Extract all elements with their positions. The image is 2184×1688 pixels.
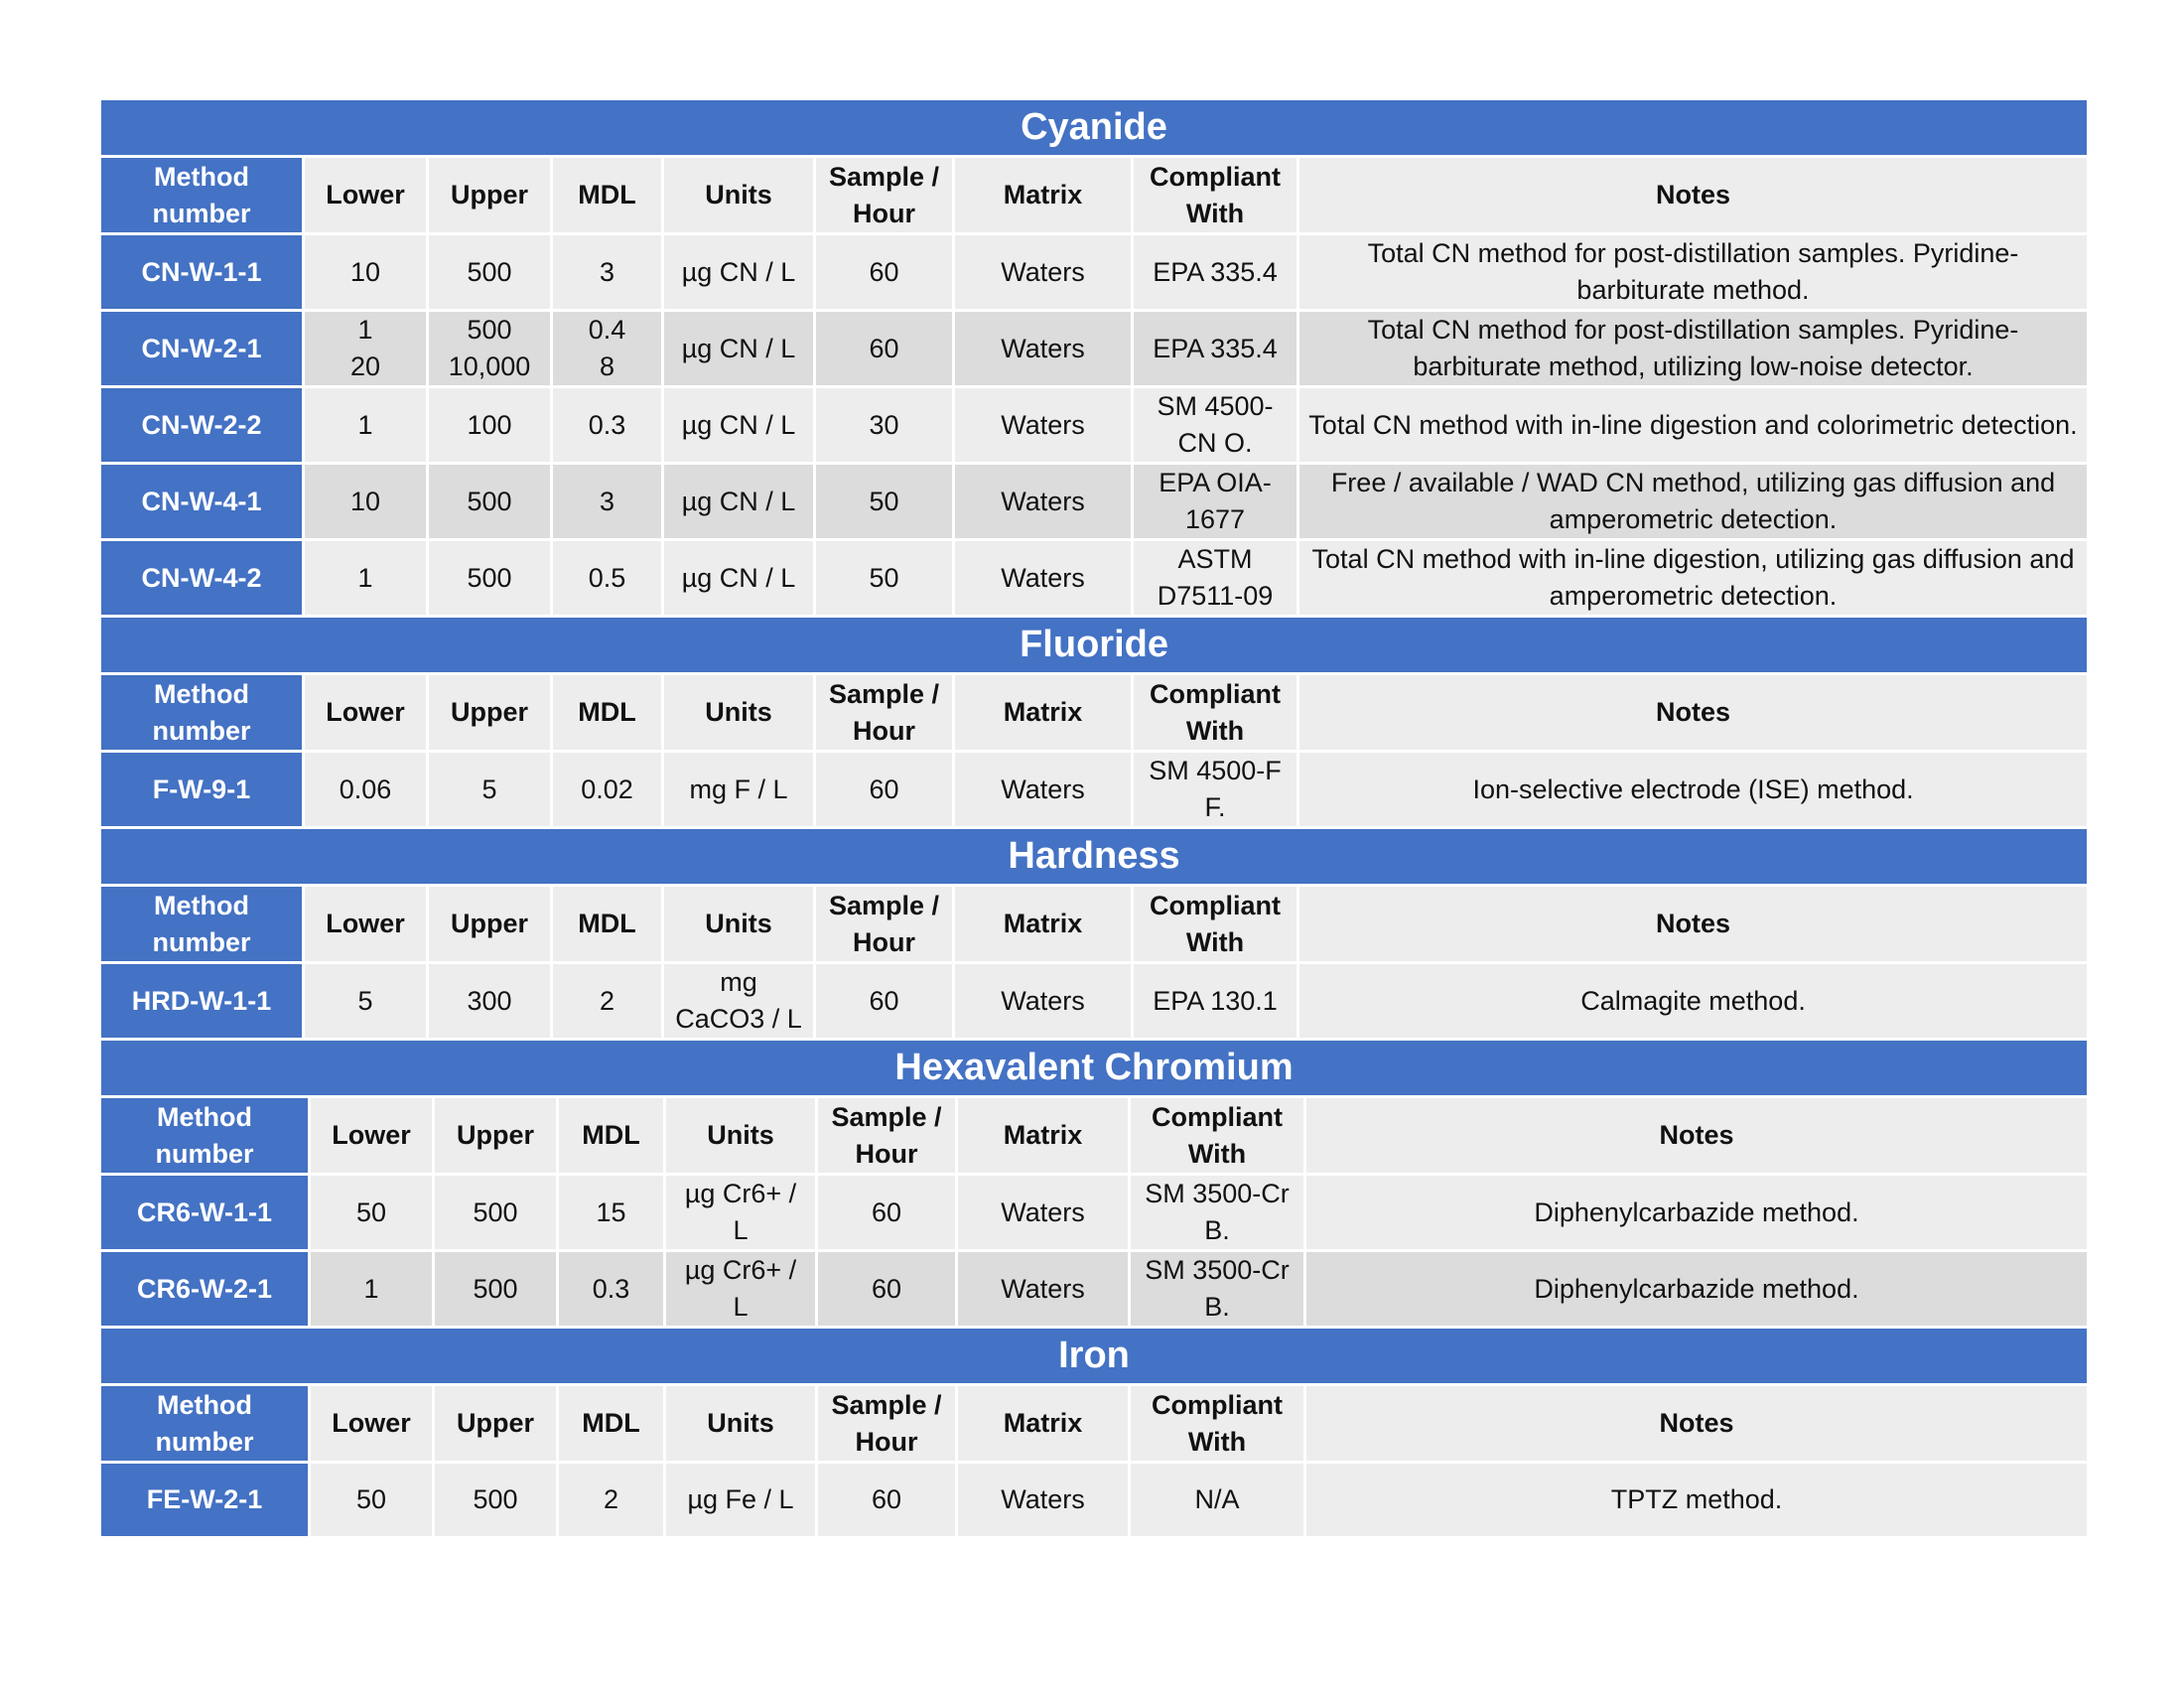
column-header-upper: Upper: [429, 887, 553, 964]
cell-method: CN-W-1-1: [101, 235, 305, 312]
cell-notes: Ion-selective electrode (ISE) method.: [1299, 753, 2087, 829]
column-header-row: [101, 887, 2087, 964]
column-header-units: Units: [664, 158, 816, 235]
column-header-row: [101, 675, 2087, 753]
cell-units: mg F / L: [664, 753, 816, 829]
cell-units: mg CaCO3 / L: [664, 964, 816, 1041]
cell-notes: Total CN method for post-distillation samples. Pyridine-barbiturate method, utilizing low-noise detector.: [1299, 312, 2087, 388]
cell-method: CR6-W-2-1: [101, 1252, 311, 1329]
cell-units: µg Cr6+ / L: [666, 1176, 818, 1252]
cell-matrix: Waters: [955, 235, 1134, 312]
section-title-row: [101, 1041, 2087, 1098]
cell-upper: 500: [435, 1464, 559, 1539]
column-header-method: Method number: [101, 158, 305, 235]
cell-compliant: EPA OIA-1677: [1134, 465, 1299, 541]
column-header-compliant: Compliant With: [1134, 675, 1299, 753]
cell-lower: 10: [305, 465, 429, 541]
table-row: [101, 388, 2087, 465]
cell-lower: 0.06: [305, 753, 429, 829]
cell-mdl: 0.4 8: [553, 312, 664, 388]
column-header-mdl: MDL: [553, 887, 664, 964]
column-header-compliant: Compliant With: [1131, 1386, 1306, 1464]
table-row: [101, 235, 2087, 312]
cell-lower: 1: [305, 388, 429, 465]
column-header-upper: Upper: [429, 675, 553, 753]
cell-sample: 60: [818, 1464, 958, 1539]
column-header-compliant: Compliant With: [1131, 1098, 1306, 1176]
column-header-matrix: Matrix: [958, 1386, 1131, 1464]
cell-sample: 50: [816, 465, 955, 541]
column-header-row: [101, 1386, 2087, 1464]
column-header-units: Units: [664, 675, 816, 753]
cell-mdl: 0.3: [559, 1252, 666, 1329]
column-header-notes: Notes: [1299, 158, 2087, 235]
cell-notes: Calmagite method.: [1299, 964, 2087, 1041]
column-header-lower: Lower: [305, 675, 429, 753]
section-table-fluoride: [101, 618, 2087, 829]
cell-sample: 50: [816, 541, 955, 618]
cell-matrix: Waters: [955, 753, 1134, 829]
cell-units: µg Cr6+ / L: [666, 1252, 818, 1329]
section-title-row: [101, 100, 2087, 158]
column-header-sample: Sample / Hour: [818, 1098, 958, 1176]
section-table-cyanide: [101, 100, 2087, 618]
section-title: Fluoride: [101, 618, 2087, 675]
cell-mdl: 2: [559, 1464, 666, 1539]
cell-compliant: EPA 335.4: [1134, 235, 1299, 312]
section-title-row: [101, 829, 2087, 887]
cell-notes: Free / available / WAD CN method, utilizing gas diffusion and amperometric detection.: [1299, 465, 2087, 541]
cell-mdl: 3: [553, 465, 664, 541]
cell-matrix: Waters: [955, 312, 1134, 388]
column-header-lower: Lower: [305, 887, 429, 964]
cell-compliant: EPA 335.4: [1134, 312, 1299, 388]
cell-notes: Total CN method with in-line digestion and colorimetric detection.: [1299, 388, 2087, 465]
cell-notes: Total CN method for post-distillation samples. Pyridine-barbiturate method.: [1299, 235, 2087, 312]
table-row: [101, 541, 2087, 618]
cell-method: CN-W-4-1: [101, 465, 305, 541]
column-header-mdl: MDL: [559, 1098, 666, 1176]
section-title: Hardness: [101, 829, 2087, 887]
cell-compliant: SM 4500-F F.: [1134, 753, 1299, 829]
column-header-method: Method number: [101, 887, 305, 964]
cell-method: CN-W-2-1: [101, 312, 305, 388]
cell-mdl: 0.3: [553, 388, 664, 465]
cell-notes: TPTZ method.: [1306, 1464, 2087, 1539]
section-table-hardness: [101, 829, 2087, 1041]
cell-lower: 1: [305, 541, 429, 618]
cell-method: CR6-W-1-1: [101, 1176, 311, 1252]
column-header-lower: Lower: [311, 1386, 435, 1464]
cell-upper: 500: [429, 465, 553, 541]
cell-compliant: ASTM D7511-09: [1134, 541, 1299, 618]
cell-units: µg CN / L: [664, 388, 816, 465]
cell-units: µg CN / L: [664, 235, 816, 312]
cell-matrix: Waters: [955, 388, 1134, 465]
cell-compliant: SM 4500-CN O.: [1134, 388, 1299, 465]
cell-lower: 1: [311, 1252, 435, 1329]
cell-sample: 60: [818, 1252, 958, 1329]
cell-upper: 500: [429, 541, 553, 618]
column-header-units: Units: [666, 1098, 818, 1176]
column-header-sample: Sample / Hour: [816, 675, 955, 753]
column-header-compliant: Compliant With: [1134, 158, 1299, 235]
cell-matrix: Waters: [958, 1252, 1131, 1329]
column-header-upper: Upper: [435, 1386, 559, 1464]
cell-compliant: SM 3500-Cr B.: [1131, 1252, 1306, 1329]
cell-compliant: EPA 130.1: [1134, 964, 1299, 1041]
column-header-upper: Upper: [435, 1098, 559, 1176]
cell-sample: 60: [816, 753, 955, 829]
column-header-upper: Upper: [429, 158, 553, 235]
column-header-lower: Lower: [305, 158, 429, 235]
column-header-row: [101, 158, 2087, 235]
cell-mdl: 3: [553, 235, 664, 312]
cell-matrix: Waters: [955, 964, 1134, 1041]
section-title-row: [101, 618, 2087, 675]
cell-matrix: Waters: [955, 541, 1134, 618]
column-header-units: Units: [664, 887, 816, 964]
cell-lower: 10: [305, 235, 429, 312]
column-header-mdl: MDL: [559, 1386, 666, 1464]
cell-mdl: 0.5: [553, 541, 664, 618]
column-header-method: Method number: [101, 1386, 311, 1464]
column-header-sample: Sample / Hour: [818, 1386, 958, 1464]
table-row: [101, 964, 2087, 1041]
cell-units: µg CN / L: [664, 312, 816, 388]
section-table-iron: [101, 1329, 2087, 1539]
column-header-lower: Lower: [311, 1098, 435, 1176]
cell-mdl: 2: [553, 964, 664, 1041]
section-title: Cyanide: [101, 100, 2087, 158]
cell-upper: 500: [435, 1176, 559, 1252]
cell-matrix: Waters: [955, 465, 1134, 541]
cell-upper: 5: [429, 753, 553, 829]
cell-method: F-W-9-1: [101, 753, 305, 829]
cell-lower: 5: [305, 964, 429, 1041]
cell-lower: 50: [311, 1176, 435, 1252]
cell-lower: 50: [311, 1464, 435, 1539]
column-header-notes: Notes: [1299, 675, 2087, 753]
cell-sample: 60: [816, 312, 955, 388]
cell-method: HRD-W-1-1: [101, 964, 305, 1041]
section-title: Iron: [101, 1329, 2087, 1386]
table-row: [101, 465, 2087, 541]
column-header-sample: Sample / Hour: [816, 887, 955, 964]
column-header-method: Method number: [101, 1098, 311, 1176]
column-header-notes: Notes: [1299, 887, 2087, 964]
cell-units: µg CN / L: [664, 465, 816, 541]
cell-method: CN-W-2-2: [101, 388, 305, 465]
cell-compliant: SM 3500-Cr B.: [1131, 1176, 1306, 1252]
cell-upper: 300: [429, 964, 553, 1041]
cell-matrix: Waters: [958, 1176, 1131, 1252]
cell-notes: Diphenylcarbazide method.: [1306, 1252, 2087, 1329]
column-header-row: [101, 1098, 2087, 1176]
cell-upper: 100: [429, 388, 553, 465]
section-title-row: [101, 1329, 2087, 1386]
cell-units: µg Fe / L: [666, 1464, 818, 1539]
table-row: [101, 1464, 2087, 1539]
column-header-matrix: Matrix: [955, 887, 1134, 964]
methods-document: [101, 100, 2087, 1539]
cell-sample: 60: [818, 1176, 958, 1252]
cell-compliant: N/A: [1131, 1464, 1306, 1539]
column-header-notes: Notes: [1306, 1098, 2087, 1176]
cell-matrix: Waters: [958, 1464, 1131, 1539]
cell-upper: 500 10,000: [429, 312, 553, 388]
table-row: [101, 1176, 2087, 1252]
section-table-hexavalent-chromium: [101, 1041, 2087, 1329]
column-header-compliant: Compliant With: [1134, 887, 1299, 964]
section-title: Hexavalent Chromium: [101, 1041, 2087, 1098]
cell-mdl: 15: [559, 1176, 666, 1252]
cell-notes: Diphenylcarbazide method.: [1306, 1176, 2087, 1252]
cell-sample: 60: [816, 235, 955, 312]
cell-lower: 1 20: [305, 312, 429, 388]
cell-method: FE-W-2-1: [101, 1464, 311, 1539]
table-row: [101, 753, 2087, 829]
column-header-matrix: Matrix: [958, 1098, 1131, 1176]
cell-sample: 30: [816, 388, 955, 465]
column-header-units: Units: [666, 1386, 818, 1464]
column-header-matrix: Matrix: [955, 158, 1134, 235]
table-row: [101, 1252, 2087, 1329]
column-header-matrix: Matrix: [955, 675, 1134, 753]
column-header-method: Method number: [101, 675, 305, 753]
cell-upper: 500: [435, 1252, 559, 1329]
column-header-mdl: MDL: [553, 675, 664, 753]
cell-sample: 60: [816, 964, 955, 1041]
cell-upper: 500: [429, 235, 553, 312]
cell-method: CN-W-4-2: [101, 541, 305, 618]
column-header-notes: Notes: [1306, 1386, 2087, 1464]
column-header-mdl: MDL: [553, 158, 664, 235]
column-header-sample: Sample / Hour: [816, 158, 955, 235]
table-row: [101, 312, 2087, 388]
cell-units: µg CN / L: [664, 541, 816, 618]
cell-mdl: 0.02: [553, 753, 664, 829]
cell-notes: Total CN method with in-line digestion, utilizing gas diffusion and amperometric detection.: [1299, 541, 2087, 618]
